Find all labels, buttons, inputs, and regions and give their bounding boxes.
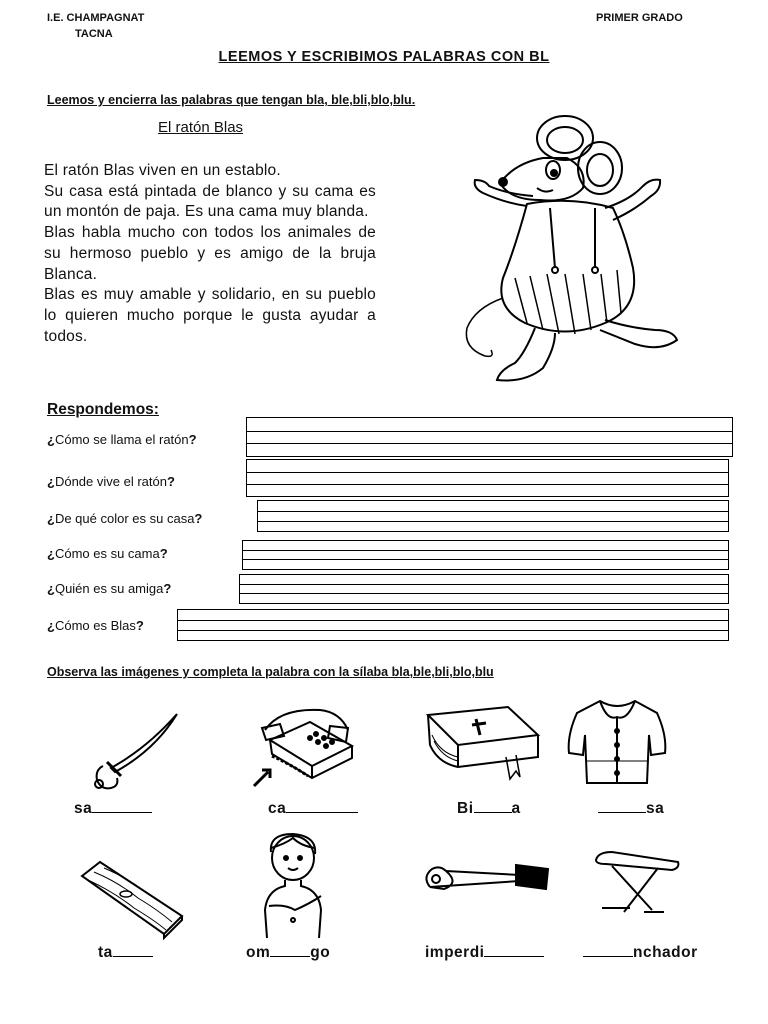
- syllable-blank[interactable]: [583, 955, 633, 957]
- syllable-blank[interactable]: [286, 811, 358, 813]
- boy-navel-icon: [255, 830, 335, 940]
- question-open-mark: ¿: [47, 432, 55, 447]
- reading-instruction: Leemos y encierra las palabras que tengan bla, ble,bli,blo,blu.: [47, 93, 416, 107]
- grade-label: PRIMER GRADO: [596, 12, 683, 24]
- question-close-mark: ?: [188, 432, 197, 447]
- question-text: Cómo es su cama: [54, 546, 160, 561]
- question-text: Cómo es Blas: [54, 618, 136, 633]
- question-close-mark: ?: [166, 474, 175, 489]
- word-navel: [246, 944, 330, 962]
- bible-icon: [418, 705, 543, 785]
- wooden-board-icon: [78, 858, 186, 940]
- word-sword: [74, 800, 152, 818]
- question-4: [47, 546, 168, 561]
- word-prefix: Bi: [457, 800, 474, 817]
- question-close-mark: ?: [135, 618, 144, 633]
- answer-box-2[interactable]: [246, 459, 729, 497]
- syllable-blank[interactable]: [474, 811, 512, 813]
- syllable-blank[interactable]: [113, 955, 153, 957]
- word-safety-pin: [425, 944, 544, 962]
- word-suffix: a: [511, 800, 521, 817]
- worksheet-title: LEEMOS Y ESCRIBIMOS PALABRAS CON BL: [218, 49, 550, 65]
- questions-heading: Respondemos:: [47, 401, 159, 418]
- question-close-mark: ?: [194, 511, 203, 526]
- question-text: Quién es su amiga: [54, 581, 164, 596]
- question-1: [47, 432, 197, 447]
- question-2: [47, 474, 175, 489]
- word-telephone: [268, 800, 358, 818]
- story-text: [44, 161, 376, 347]
- question-open-mark: ¿: [47, 474, 55, 489]
- answer-box-1[interactable]: [246, 417, 733, 457]
- word-prefix: ta: [98, 944, 113, 961]
- ironing-board-icon: [592, 850, 682, 915]
- school-name: I.E. CHAMPAGNAT: [47, 12, 145, 24]
- safety-pin-icon: [420, 855, 550, 900]
- question-close-mark: ?: [159, 546, 168, 561]
- question-open-mark: ¿: [47, 546, 55, 561]
- question-5: [47, 581, 171, 596]
- blouse-icon: [565, 695, 670, 790]
- word-prefix: ca: [268, 800, 287, 817]
- question-text: Cómo se llama el ratón: [54, 432, 189, 447]
- school-city: TACNA: [75, 28, 113, 40]
- word-prefix: om: [246, 944, 271, 961]
- syllable-blank[interactable]: [270, 955, 310, 957]
- syllable-blank[interactable]: [92, 811, 152, 813]
- syllable-blank[interactable]: [484, 955, 544, 957]
- word-suffix: nchador: [633, 944, 698, 961]
- answer-box-5[interactable]: [239, 574, 729, 604]
- question-open-mark: ¿: [47, 618, 55, 633]
- word-suffix: go: [310, 944, 331, 961]
- story-title: El ratón Blas: [158, 119, 244, 136]
- word-board: [98, 944, 153, 962]
- word-bible: [457, 800, 521, 818]
- question-6: [47, 618, 144, 633]
- syllable-instruction: Observa las imágenes y completa la palabra con la sílaba bla,ble,bli,blo,blu: [47, 665, 494, 679]
- question-text: Dónde vive el ratón: [54, 474, 167, 489]
- question-open-mark: ¿: [47, 511, 55, 526]
- word-prefix: sa: [74, 800, 93, 817]
- story-paragraph: Su casa está pintada de blanco y su cama es un montón de paja. Es una cama muy blanda.: [44, 182, 376, 221]
- syllable-blank[interactable]: [598, 811, 646, 813]
- story-paragraph: Blas habla mucho con todos los animales de su hermoso pueblo y es amigo de la bruja Blanca.: [44, 224, 376, 283]
- word-blouse: [598, 800, 664, 818]
- word-suffix: sa: [646, 800, 665, 817]
- story-paragraph: Blas es muy amable y solidario, en su pueblo lo quieren mucho porque le gusta ayudar a todos.: [44, 286, 376, 345]
- story-paragraph: El ratón Blas viven en un establo.: [44, 162, 281, 179]
- word-ironing-board: [583, 944, 698, 962]
- answer-box-3[interactable]: [257, 500, 729, 532]
- sword-icon: [85, 710, 185, 795]
- question-text: De qué color es su casa: [54, 511, 195, 526]
- question-open-mark: ¿: [47, 581, 55, 596]
- telephone-icon: [250, 700, 365, 790]
- word-prefix: imperdi: [425, 944, 485, 961]
- question-3: [47, 511, 202, 526]
- question-close-mark: ?: [163, 581, 172, 596]
- mouse-illustration: [455, 108, 695, 388]
- answer-box-6[interactable]: [177, 609, 729, 641]
- answer-box-4[interactable]: [242, 540, 729, 570]
